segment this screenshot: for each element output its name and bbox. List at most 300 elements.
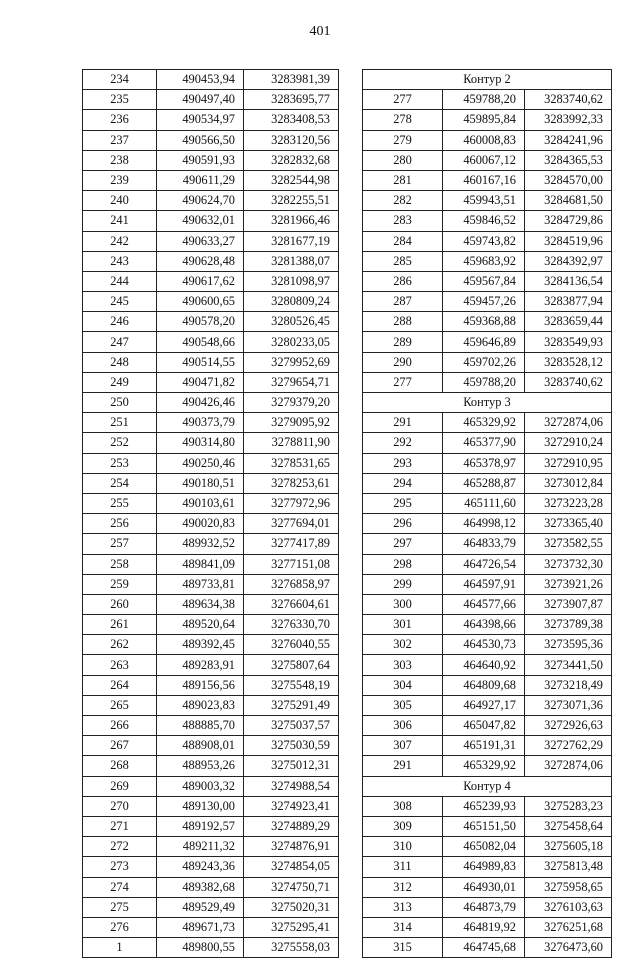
table-row bbox=[83, 514, 339, 534]
point-number: 1 bbox=[83, 938, 157, 958]
y-coordinate: 3278253,61 bbox=[244, 473, 339, 493]
point-number: 265 bbox=[83, 695, 157, 715]
x-coordinate: 465047,82 bbox=[443, 716, 525, 736]
y-coordinate: 3274876,91 bbox=[244, 837, 339, 857]
x-coordinate: 490578,20 bbox=[157, 312, 244, 332]
y-coordinate: 3275291,49 bbox=[244, 695, 339, 715]
table-row bbox=[83, 130, 339, 150]
x-coordinate: 490103,61 bbox=[157, 493, 244, 513]
y-coordinate: 3283408,53 bbox=[244, 110, 339, 130]
point-number: 234 bbox=[83, 70, 157, 90]
point-number: 240 bbox=[83, 191, 157, 211]
table-row bbox=[83, 191, 339, 211]
point-number: 241 bbox=[83, 211, 157, 231]
y-coordinate: 3276103,63 bbox=[525, 897, 612, 917]
y-coordinate: 3283659,44 bbox=[525, 312, 612, 332]
table-row bbox=[363, 736, 612, 756]
y-coordinate: 3276858,97 bbox=[244, 574, 339, 594]
table-row bbox=[363, 453, 612, 473]
table-row bbox=[363, 271, 612, 291]
point-number: 305 bbox=[363, 695, 443, 715]
point-number: 253 bbox=[83, 453, 157, 473]
x-coordinate: 490453,94 bbox=[157, 70, 244, 90]
point-number: 260 bbox=[83, 594, 157, 614]
y-coordinate: 3278811,90 bbox=[244, 433, 339, 453]
y-coordinate: 3275605,18 bbox=[525, 837, 612, 857]
y-coordinate: 3283740,62 bbox=[525, 372, 612, 392]
y-coordinate: 3275807,64 bbox=[244, 655, 339, 675]
x-coordinate: 490180,51 bbox=[157, 473, 244, 493]
table-row bbox=[83, 736, 339, 756]
y-coordinate: 3275458,64 bbox=[525, 816, 612, 836]
table-row bbox=[83, 332, 339, 352]
point-number: 252 bbox=[83, 433, 157, 453]
y-coordinate: 3283740,62 bbox=[525, 90, 612, 110]
point-number: 236 bbox=[83, 110, 157, 130]
y-coordinate: 3275283,23 bbox=[525, 796, 612, 816]
table-row bbox=[83, 655, 339, 675]
y-coordinate: 3284392,97 bbox=[525, 251, 612, 271]
y-coordinate: 3273441,50 bbox=[525, 655, 612, 675]
table-row bbox=[363, 292, 612, 312]
y-coordinate: 3276604,61 bbox=[244, 594, 339, 614]
x-coordinate: 490632,01 bbox=[157, 211, 244, 231]
y-coordinate: 3275548,19 bbox=[244, 675, 339, 695]
point-number: 303 bbox=[363, 655, 443, 675]
point-number: 314 bbox=[363, 917, 443, 937]
x-coordinate: 464640,92 bbox=[443, 655, 525, 675]
table-row bbox=[83, 756, 339, 776]
x-coordinate: 464927,17 bbox=[443, 695, 525, 715]
x-coordinate: 460067,12 bbox=[443, 150, 525, 170]
y-coordinate: 3278531,65 bbox=[244, 453, 339, 473]
point-number: 284 bbox=[363, 231, 443, 251]
x-coordinate: 459567,84 bbox=[443, 271, 525, 291]
y-coordinate: 3273012,84 bbox=[525, 473, 612, 493]
y-coordinate: 3273732,30 bbox=[525, 554, 612, 574]
x-coordinate: 464577,66 bbox=[443, 594, 525, 614]
y-coordinate: 3276330,70 bbox=[244, 615, 339, 635]
point-number: 267 bbox=[83, 736, 157, 756]
y-coordinate: 3283877,94 bbox=[525, 292, 612, 312]
table-row bbox=[363, 90, 612, 110]
point-number: 264 bbox=[83, 675, 157, 695]
table-row bbox=[83, 917, 339, 937]
point-number: 247 bbox=[83, 332, 157, 352]
table-row bbox=[363, 251, 612, 271]
point-number: 248 bbox=[83, 352, 157, 372]
x-coordinate: 465111,60 bbox=[443, 493, 525, 513]
table-row bbox=[83, 251, 339, 271]
table-row bbox=[363, 675, 612, 695]
point-number: 306 bbox=[363, 716, 443, 736]
x-coordinate: 459457,26 bbox=[443, 292, 525, 312]
y-coordinate: 3272874,06 bbox=[525, 413, 612, 433]
point-number: 280 bbox=[363, 150, 443, 170]
y-coordinate: 3275813,48 bbox=[525, 857, 612, 877]
x-coordinate: 459683,92 bbox=[443, 251, 525, 271]
point-number: 287 bbox=[363, 292, 443, 312]
table-row bbox=[363, 695, 612, 715]
table-row bbox=[363, 372, 612, 392]
point-number: 300 bbox=[363, 594, 443, 614]
point-number: 254 bbox=[83, 473, 157, 493]
y-coordinate: 3284365,53 bbox=[525, 150, 612, 170]
table-row bbox=[83, 897, 339, 917]
y-coordinate: 3273071,36 bbox=[525, 695, 612, 715]
point-number: 235 bbox=[83, 90, 157, 110]
x-coordinate: 464989,83 bbox=[443, 857, 525, 877]
point-number: 239 bbox=[83, 170, 157, 190]
x-coordinate: 490426,46 bbox=[157, 393, 244, 413]
point-number: 270 bbox=[83, 796, 157, 816]
y-coordinate: 3272910,95 bbox=[525, 453, 612, 473]
table-row bbox=[363, 917, 612, 937]
table-row bbox=[363, 877, 612, 897]
y-coordinate: 3274750,71 bbox=[244, 877, 339, 897]
x-coordinate: 490497,40 bbox=[157, 90, 244, 110]
x-coordinate: 459368,88 bbox=[443, 312, 525, 332]
point-number: 243 bbox=[83, 251, 157, 271]
x-coordinate: 489671,73 bbox=[157, 917, 244, 937]
point-number: 283 bbox=[363, 211, 443, 231]
point-number: 293 bbox=[363, 453, 443, 473]
x-coordinate: 464930,01 bbox=[443, 877, 525, 897]
x-coordinate: 489520,64 bbox=[157, 615, 244, 635]
x-coordinate: 490534,97 bbox=[157, 110, 244, 130]
table-row bbox=[363, 352, 612, 372]
table-row bbox=[83, 453, 339, 473]
x-coordinate: 489156,56 bbox=[157, 675, 244, 695]
y-coordinate: 3283120,56 bbox=[244, 130, 339, 150]
point-number: 309 bbox=[363, 816, 443, 836]
table-row bbox=[83, 170, 339, 190]
point-number: 311 bbox=[363, 857, 443, 877]
x-coordinate: 459943,51 bbox=[443, 191, 525, 211]
y-coordinate: 3276251,68 bbox=[525, 917, 612, 937]
x-coordinate: 490617,62 bbox=[157, 271, 244, 291]
point-number: 278 bbox=[363, 110, 443, 130]
y-coordinate: 3273218,49 bbox=[525, 675, 612, 695]
y-coordinate: 3283528,12 bbox=[525, 352, 612, 372]
y-coordinate: 3283695,77 bbox=[244, 90, 339, 110]
table-row bbox=[363, 857, 612, 877]
table-row bbox=[83, 877, 339, 897]
y-coordinate: 3273907,87 bbox=[525, 594, 612, 614]
table-row bbox=[363, 211, 612, 231]
y-coordinate: 3277151,08 bbox=[244, 554, 339, 574]
point-number: 266 bbox=[83, 716, 157, 736]
table-row bbox=[363, 635, 612, 655]
y-coordinate: 3275558,03 bbox=[244, 938, 339, 958]
table-row bbox=[83, 615, 339, 635]
point-number: 313 bbox=[363, 897, 443, 917]
x-coordinate: 465378,97 bbox=[443, 453, 525, 473]
table-row bbox=[363, 615, 612, 635]
point-number: 242 bbox=[83, 231, 157, 251]
y-coordinate: 3272926,63 bbox=[525, 716, 612, 736]
point-number: 304 bbox=[363, 675, 443, 695]
table-row bbox=[363, 574, 612, 594]
x-coordinate: 490600,65 bbox=[157, 292, 244, 312]
point-number: 273 bbox=[83, 857, 157, 877]
point-number: 250 bbox=[83, 393, 157, 413]
x-coordinate: 459702,26 bbox=[443, 352, 525, 372]
point-number: 312 bbox=[363, 877, 443, 897]
point-number: 279 bbox=[363, 130, 443, 150]
table-row bbox=[83, 938, 339, 958]
table-row bbox=[363, 514, 612, 534]
y-coordinate: 3276473,60 bbox=[525, 938, 612, 958]
table-row bbox=[83, 716, 339, 736]
point-number: 301 bbox=[363, 615, 443, 635]
x-coordinate: 464809,68 bbox=[443, 675, 525, 695]
table-row bbox=[363, 231, 612, 251]
point-number: 255 bbox=[83, 493, 157, 513]
contour-header: Контур 3 bbox=[363, 393, 612, 413]
x-coordinate: 489733,81 bbox=[157, 574, 244, 594]
y-coordinate: 3284519,96 bbox=[525, 231, 612, 251]
y-coordinate: 3279952,69 bbox=[244, 352, 339, 372]
table-row bbox=[83, 816, 339, 836]
table-row bbox=[363, 554, 612, 574]
table-row bbox=[83, 837, 339, 857]
y-coordinate: 3280526,45 bbox=[244, 312, 339, 332]
point-number: 308 bbox=[363, 796, 443, 816]
x-coordinate: 489382,68 bbox=[157, 877, 244, 897]
x-coordinate: 465377,90 bbox=[443, 433, 525, 453]
point-number: 269 bbox=[83, 776, 157, 796]
y-coordinate: 3284729,86 bbox=[525, 211, 612, 231]
table-row bbox=[83, 554, 339, 574]
point-number: 263 bbox=[83, 655, 157, 675]
y-coordinate: 3273595,36 bbox=[525, 635, 612, 655]
x-coordinate: 464819,92 bbox=[443, 917, 525, 937]
y-coordinate: 3281677,19 bbox=[244, 231, 339, 251]
x-coordinate: 490611,29 bbox=[157, 170, 244, 190]
y-coordinate: 3284241,96 bbox=[525, 130, 612, 150]
point-number: 272 bbox=[83, 837, 157, 857]
x-coordinate: 490314,80 bbox=[157, 433, 244, 453]
table-row bbox=[83, 776, 339, 796]
y-coordinate: 3275030,59 bbox=[244, 736, 339, 756]
contour-header: Контур 2 bbox=[363, 70, 612, 90]
point-number: 289 bbox=[363, 332, 443, 352]
x-coordinate: 465082,04 bbox=[443, 837, 525, 857]
x-coordinate: 464833,79 bbox=[443, 534, 525, 554]
contour-header: Контур 4 bbox=[363, 776, 612, 796]
x-coordinate: 465191,31 bbox=[443, 736, 525, 756]
x-coordinate: 459788,20 bbox=[443, 90, 525, 110]
table-row bbox=[83, 110, 339, 130]
table-row bbox=[83, 292, 339, 312]
table-row bbox=[83, 372, 339, 392]
contour-header-row bbox=[363, 393, 612, 413]
point-number: 299 bbox=[363, 574, 443, 594]
point-number: 298 bbox=[363, 554, 443, 574]
y-coordinate: 3277417,89 bbox=[244, 534, 339, 554]
table-row bbox=[363, 534, 612, 554]
point-number: 282 bbox=[363, 191, 443, 211]
table-row bbox=[363, 716, 612, 736]
point-number: 297 bbox=[363, 534, 443, 554]
table-row bbox=[83, 534, 339, 554]
x-coordinate: 459743,82 bbox=[443, 231, 525, 251]
point-number: 296 bbox=[363, 514, 443, 534]
point-number: 277 bbox=[363, 90, 443, 110]
table-row bbox=[83, 574, 339, 594]
table-row bbox=[83, 312, 339, 332]
y-coordinate: 3279379,20 bbox=[244, 393, 339, 413]
table-row bbox=[83, 393, 339, 413]
table-row bbox=[363, 493, 612, 513]
table-row bbox=[363, 897, 612, 917]
page-number: 401 bbox=[309, 24, 331, 39]
table-row bbox=[83, 271, 339, 291]
x-coordinate: 490514,55 bbox=[157, 352, 244, 372]
point-number: 281 bbox=[363, 170, 443, 190]
x-coordinate: 464530,73 bbox=[443, 635, 525, 655]
left-coordinates-table bbox=[82, 69, 339, 958]
point-number: 286 bbox=[363, 271, 443, 291]
y-coordinate: 3284136,54 bbox=[525, 271, 612, 291]
x-coordinate: 464398,66 bbox=[443, 615, 525, 635]
y-coordinate: 3283992,33 bbox=[525, 110, 612, 130]
point-number: 295 bbox=[363, 493, 443, 513]
table-row bbox=[83, 231, 339, 251]
y-coordinate: 3282544,98 bbox=[244, 170, 339, 190]
y-coordinate: 3275295,41 bbox=[244, 917, 339, 937]
x-coordinate: 459895,84 bbox=[443, 110, 525, 130]
y-coordinate: 3284570,00 bbox=[525, 170, 612, 190]
x-coordinate: 465151,50 bbox=[443, 816, 525, 836]
x-coordinate: 460167,16 bbox=[443, 170, 525, 190]
point-number: 261 bbox=[83, 615, 157, 635]
x-coordinate: 490020,83 bbox=[157, 514, 244, 534]
right-coordinates-table bbox=[362, 69, 612, 958]
table-row bbox=[83, 433, 339, 453]
y-coordinate: 3273223,28 bbox=[525, 493, 612, 513]
x-coordinate: 490624,70 bbox=[157, 191, 244, 211]
table-row bbox=[363, 837, 612, 857]
point-number: 249 bbox=[83, 372, 157, 392]
y-coordinate: 3272910,24 bbox=[525, 433, 612, 453]
x-coordinate: 489800,55 bbox=[157, 938, 244, 958]
point-number: 307 bbox=[363, 736, 443, 756]
x-coordinate: 489130,00 bbox=[157, 796, 244, 816]
point-number: 256 bbox=[83, 514, 157, 534]
x-coordinate: 490628,48 bbox=[157, 251, 244, 271]
x-coordinate: 459846,52 bbox=[443, 211, 525, 231]
y-coordinate: 3281388,07 bbox=[244, 251, 339, 271]
x-coordinate: 488908,01 bbox=[157, 736, 244, 756]
x-coordinate: 489003,32 bbox=[157, 776, 244, 796]
y-coordinate: 3283549,93 bbox=[525, 332, 612, 352]
y-coordinate: 3276040,55 bbox=[244, 635, 339, 655]
table-row bbox=[363, 796, 612, 816]
point-number: 291 bbox=[363, 413, 443, 433]
y-coordinate: 3275037,57 bbox=[244, 716, 339, 736]
x-coordinate: 489932,52 bbox=[157, 534, 244, 554]
table-row bbox=[363, 312, 612, 332]
y-coordinate: 3279654,71 bbox=[244, 372, 339, 392]
point-number: 268 bbox=[83, 756, 157, 776]
x-coordinate: 460008,83 bbox=[443, 130, 525, 150]
y-coordinate: 3284681,50 bbox=[525, 191, 612, 211]
x-coordinate: 489211,32 bbox=[157, 837, 244, 857]
y-coordinate: 3282255,51 bbox=[244, 191, 339, 211]
y-coordinate: 3273582,55 bbox=[525, 534, 612, 554]
x-coordinate: 464597,91 bbox=[443, 574, 525, 594]
table-row bbox=[363, 332, 612, 352]
x-coordinate: 489283,91 bbox=[157, 655, 244, 675]
x-coordinate: 465288,87 bbox=[443, 473, 525, 493]
y-coordinate: 3273365,40 bbox=[525, 514, 612, 534]
point-number: 292 bbox=[363, 433, 443, 453]
table-row bbox=[363, 130, 612, 150]
point-number: 245 bbox=[83, 292, 157, 312]
contour-header-row bbox=[363, 70, 612, 90]
table-row bbox=[83, 352, 339, 372]
y-coordinate: 3275958,65 bbox=[525, 877, 612, 897]
x-coordinate: 459788,20 bbox=[443, 372, 525, 392]
x-coordinate: 490373,79 bbox=[157, 413, 244, 433]
y-coordinate: 3275012,31 bbox=[244, 756, 339, 776]
y-coordinate: 3277972,96 bbox=[244, 493, 339, 513]
table-row bbox=[83, 695, 339, 715]
x-coordinate: 490633,27 bbox=[157, 231, 244, 251]
table-row bbox=[83, 635, 339, 655]
x-coordinate: 464745,68 bbox=[443, 938, 525, 958]
table-row bbox=[363, 655, 612, 675]
table-row bbox=[363, 594, 612, 614]
point-number: 251 bbox=[83, 413, 157, 433]
table-row bbox=[83, 90, 339, 110]
point-number: 262 bbox=[83, 635, 157, 655]
y-coordinate: 3280809,24 bbox=[244, 292, 339, 312]
x-coordinate: 490250,46 bbox=[157, 453, 244, 473]
x-coordinate: 465329,92 bbox=[443, 413, 525, 433]
x-coordinate: 490591,93 bbox=[157, 150, 244, 170]
x-coordinate: 489243,36 bbox=[157, 857, 244, 877]
point-number: 259 bbox=[83, 574, 157, 594]
y-coordinate: 3281966,46 bbox=[244, 211, 339, 231]
table-row bbox=[83, 675, 339, 695]
table-row bbox=[363, 938, 612, 958]
table-row bbox=[83, 594, 339, 614]
point-number: 290 bbox=[363, 352, 443, 372]
x-coordinate: 465239,93 bbox=[443, 796, 525, 816]
table-row bbox=[83, 150, 339, 170]
point-number: 291 bbox=[363, 756, 443, 776]
x-coordinate: 489841,09 bbox=[157, 554, 244, 574]
y-coordinate: 3275020,31 bbox=[244, 897, 339, 917]
table-row bbox=[83, 70, 339, 90]
y-coordinate: 3273921,26 bbox=[525, 574, 612, 594]
x-coordinate: 489529,49 bbox=[157, 897, 244, 917]
point-number: 275 bbox=[83, 897, 157, 917]
y-coordinate: 3277694,01 bbox=[244, 514, 339, 534]
y-coordinate: 3279095,92 bbox=[244, 413, 339, 433]
y-coordinate: 3274854,05 bbox=[244, 857, 339, 877]
x-coordinate: 464998,12 bbox=[443, 514, 525, 534]
point-number: 257 bbox=[83, 534, 157, 554]
point-number: 310 bbox=[363, 837, 443, 857]
contour-header-row bbox=[363, 776, 612, 796]
y-coordinate: 3274923,41 bbox=[244, 796, 339, 816]
x-coordinate: 488953,26 bbox=[157, 756, 244, 776]
point-number: 258 bbox=[83, 554, 157, 574]
